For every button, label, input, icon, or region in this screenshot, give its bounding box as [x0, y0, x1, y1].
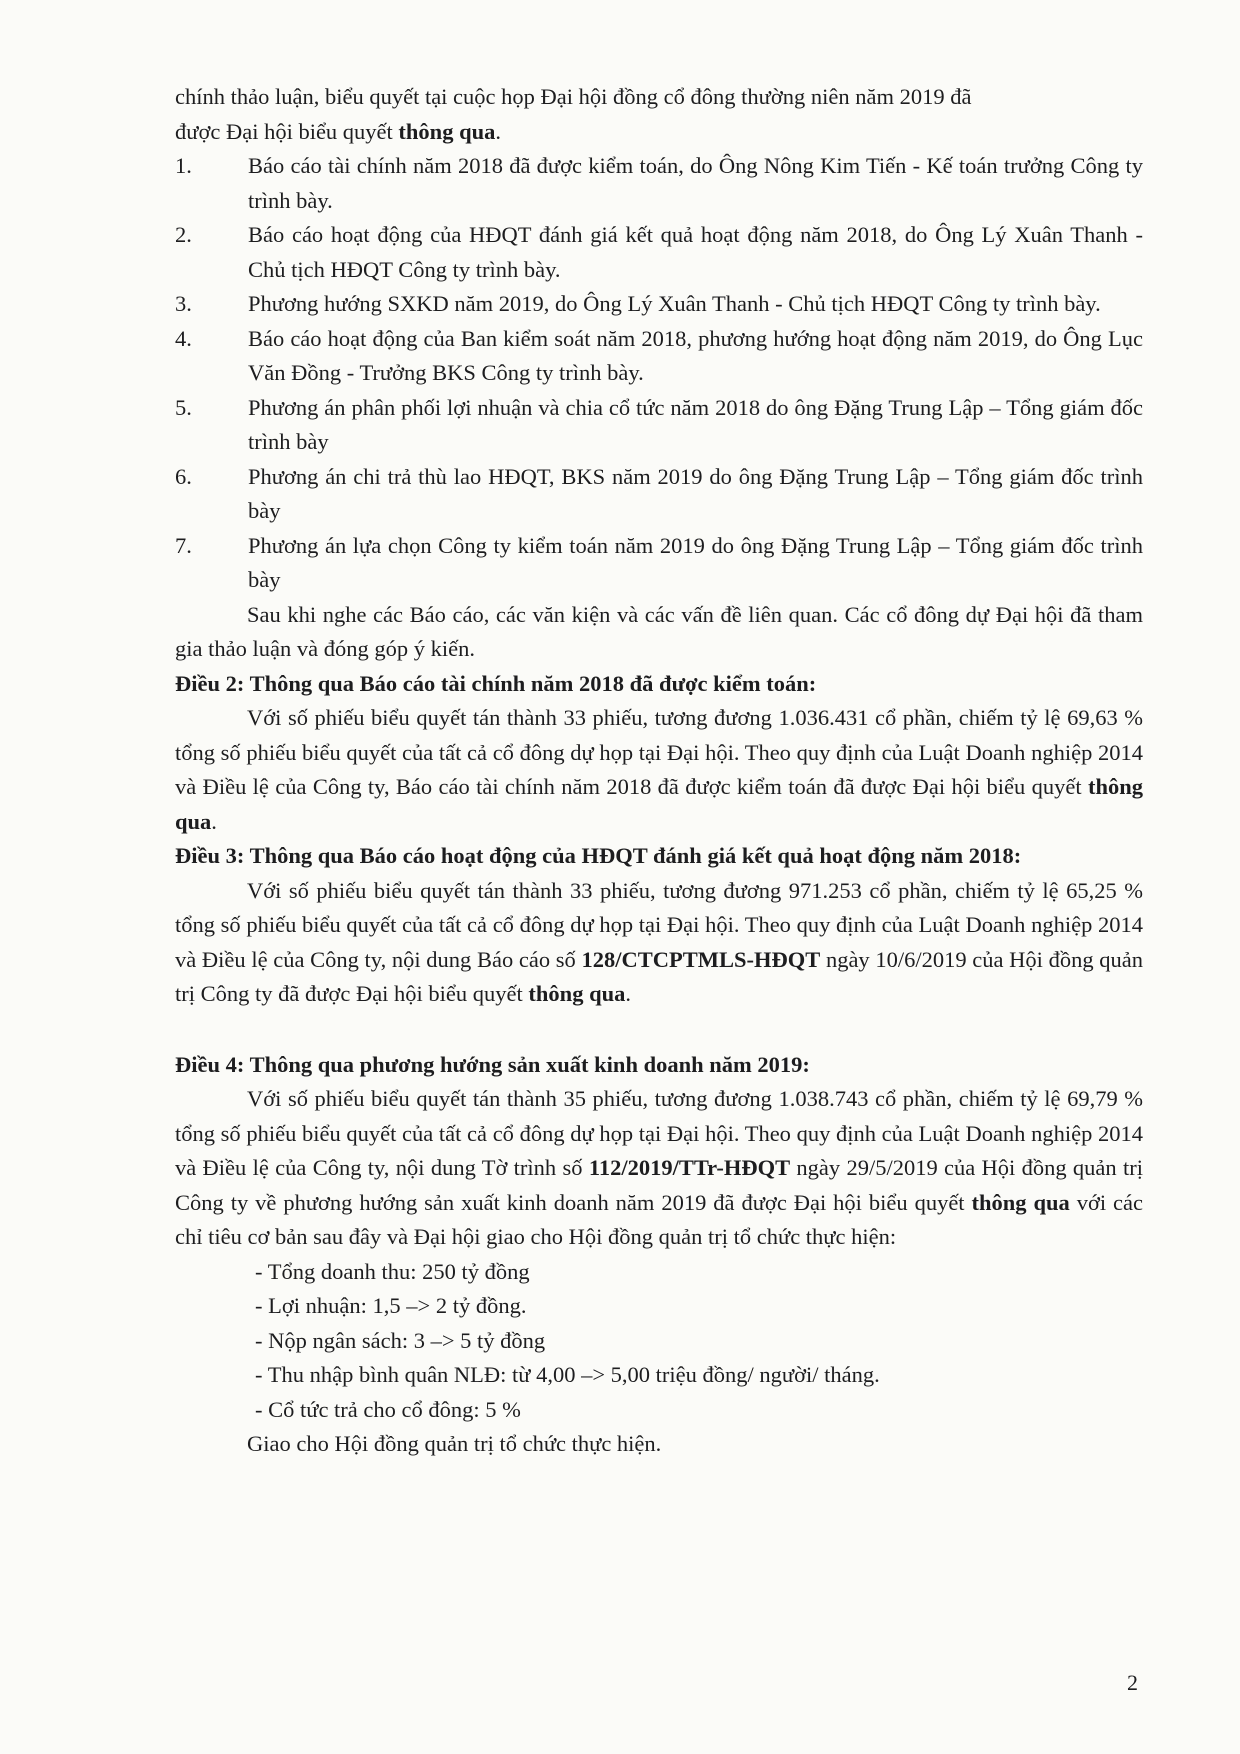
- list-item-text: Phương hướng SXKD năm 2019, do Ông Lý Xuân Thanh - Chủ tịch HĐQT Công ty trình bày.: [248, 291, 1101, 316]
- list-item-number: 6.: [175, 463, 192, 489]
- list-item-text: Báo cáo hoạt động của Ban kiểm soát năm 2018, phương hướng hoạt động năm 2019, do Ông Lục Văn Đồng - Trưởng BKS Công ty trình bày.: [248, 325, 1143, 385]
- after-items-paragraph: Sau khi nghe các Báo cáo, các văn kiện và các vấn đề liên quan. Các cổ đông dự Đại hội đã tham gia thảo luận và đóng góp ý kiến.: [175, 601, 1143, 661]
- list-item-text: Phương án phân phối lợi nhuận và chia cổ tức năm 2018 do ông Đặng Trung Lập – Tổng giám đốc trình bày: [248, 394, 1143, 454]
- section-gap: [175, 1012, 1143, 1048]
- list-item-number: 5.: [175, 394, 192, 420]
- list-item: [175, 218, 1143, 287]
- targets-list: [175, 1255, 1143, 1428]
- document-body: [175, 80, 1143, 1462]
- agenda-list: [175, 149, 1143, 598]
- list-item-text: Phương án chi trả thù lao HĐQT, BKS năm 2019 do ông Đặng Trung Lập – Tổng giám đốc trình bày: [248, 463, 1143, 523]
- list-item: [175, 149, 1143, 218]
- dieu3-heading: Điều 3: Thông qua Báo cáo hoạt động của HĐQT đánh giá kết quả hoạt động năm 2018:: [175, 843, 1022, 868]
- list-item-text: Báo cáo hoạt động của HĐQT đánh giá kết quả hoạt động năm 2018, do Ông Lý Xuân Thanh - Chủ tịch HĐQT Công ty trình bày.: [248, 222, 1143, 282]
- dieu3-body: Với số phiếu biểu quyết tán thành 33 phiếu, tương đương 971.253 cổ phần, chiếm tỷ lệ 65,25 % tổng số phiếu biểu quyết của tất cả cổ đông dự họp tại Đại hội. Theo quy định của Luật Doanh nghiệp 2014 và Điều lệ của Công ty, nội dung Báo cáo số 128/CTCPTMLS-HĐQT ngày 10/6/2019 của Hội đồng quản trị Công ty đã được Đại hội biểu quyết thông qua.: [175, 877, 1143, 1006]
- page-number: 2: [1127, 1670, 1138, 1695]
- list-item-number: 2.: [175, 222, 192, 247]
- list-item: [175, 391, 1143, 460]
- dieu4-heading: Điều 4: Thông qua phương hướng sản xuất kinh doanh năm 2019:: [175, 1051, 810, 1077]
- list-item: [175, 322, 1143, 391]
- target-item: - Thu nhập bình quân NLĐ: từ 4,00 –> 5,00 triệu đồng/ người/ tháng.: [255, 1362, 880, 1387]
- list-item: [175, 529, 1143, 598]
- dieu4-closing: Giao cho Hội đồng quản trị tổ chức thực hiện.: [247, 1431, 662, 1456]
- list-item-number: 1.: [175, 153, 192, 178]
- target-item: - Tổng doanh thu: 250 tỷ đồng: [255, 1258, 530, 1284]
- target-item: - Nộp ngân sách: 3 –> 5 tỷ đồng: [255, 1327, 546, 1353]
- dieu4-body: Với số phiếu biểu quyết tán thành 35 phiếu, tương đương 1.038.743 cổ phần, chiếm tỷ lệ 69,79 % tổng số phiếu biểu quyết của tất cả cổ đông dự họp tại Đại hội. Theo quy định của Luật Doanh nghiệp 2014 và Điều lệ của Công ty, nội dung Tờ trình số 112/2019/TTr-HĐQT ngày 29/5/2019 của Hội đồng quản trị Công ty về phương hướng sản xuất kinh doanh năm 2019 đã được Đại hội biểu quyết thông qua với các chỉ tiêu cơ bản sau đây và Đại hội giao cho Hội đồng quản trị tổ chức thực hiện:: [175, 1086, 1144, 1249]
- dieu2-body: Với số phiếu biểu quyết tán thành 33 phiếu, tương đương 1.036.431 cổ phần, chiếm tỷ lệ 69,63 % tổng số phiếu biểu quyết của tất cả cổ đông dự họp tại Đại hội. Theo quy định của Luật Doanh nghiệp 2014 và Điều lệ của Công ty, Báo cáo tài chính năm 2018 đã được kiểm toán đã được Đại hội biểu quyết thông qua.: [175, 705, 1143, 834]
- list-item-text: Phương án lựa chọn Công ty kiểm toán năm 2019 do ông Đặng Trung Lập – Tổng giám đốc trình bày: [248, 532, 1143, 592]
- list-item-number: 7.: [175, 532, 192, 558]
- intro-paragraph: chính thảo luận, biểu quyết tại cuộc họp Đại hội đồng cổ đông thường niên năm 2019 đã được Đại hội biểu quyết thông qua.: [175, 84, 972, 144]
- list-item-number: 3.: [175, 291, 192, 316]
- dieu2-heading: Điều 2: Thông qua Báo cáo tài chính năm 2018 đã được kiểm toán:: [175, 670, 817, 696]
- list-item: [175, 287, 1143, 322]
- target-item: - Lợi nhuận: 1,5 –> 2 tỷ đồng.: [255, 1293, 527, 1318]
- target-item: - Cổ tức trả cho cổ đông: 5 %: [255, 1396, 521, 1422]
- list-item-text: Báo cáo tài chính năm 2018 đã được kiểm toán, do Ông Nông Kim Tiến - Kế toán trưởng Công ty trình bày.: [248, 153, 1143, 213]
- list-item-number: 4.: [175, 325, 192, 351]
- list-item: [175, 460, 1143, 529]
